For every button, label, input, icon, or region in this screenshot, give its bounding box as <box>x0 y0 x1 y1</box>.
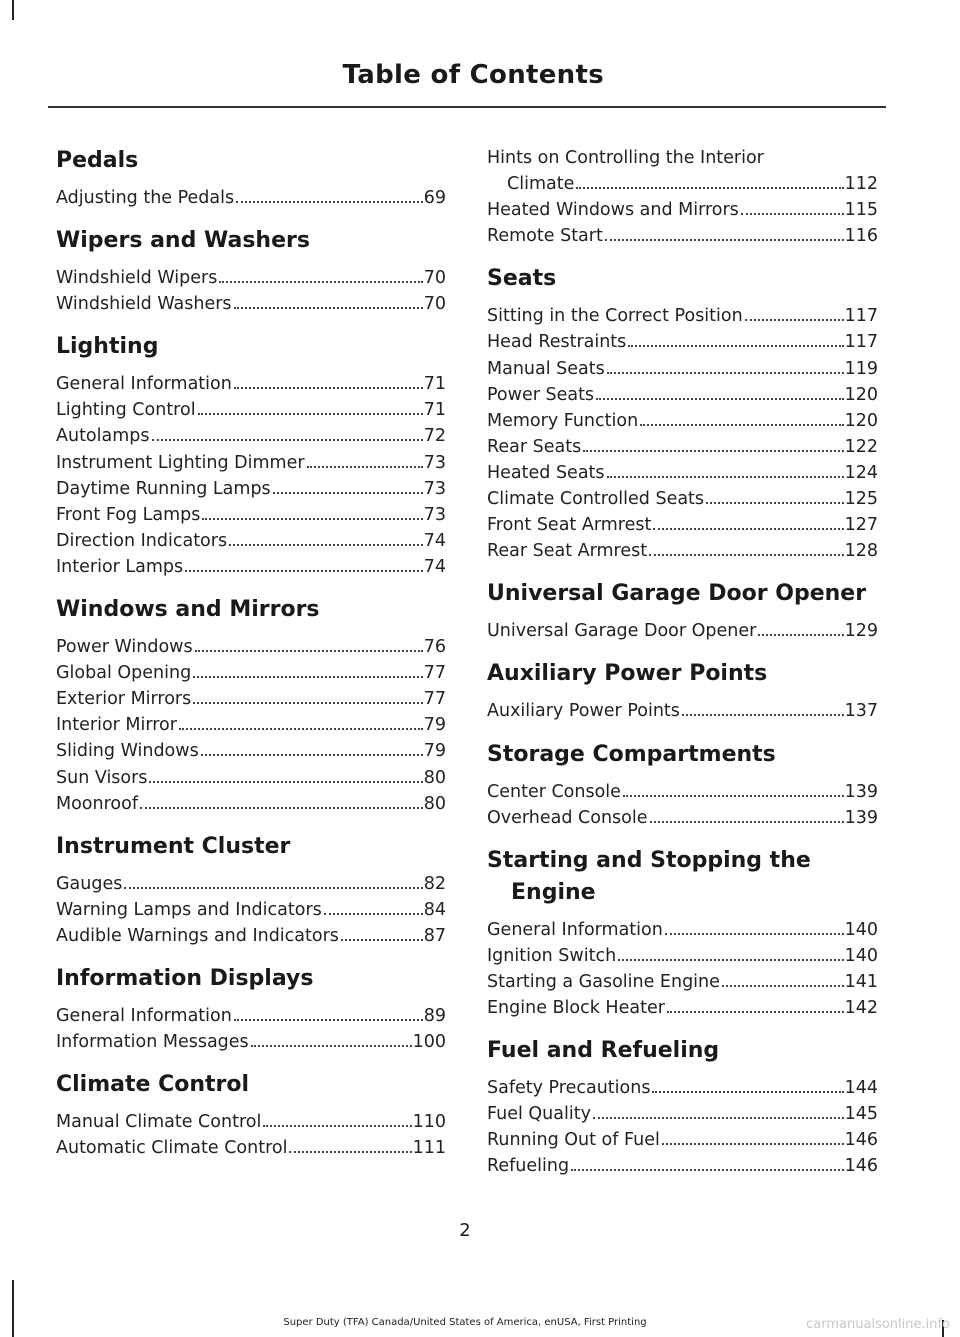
toc-entry[interactable] <box>56 423 446 449</box>
toc-entry-text: Instrument Lighting Dimmer <box>56 452 305 473</box>
toc-entry-page: 122 <box>844 436 878 457</box>
toc-entry-text: Sun Visors <box>56 767 148 788</box>
toc-entry[interactable] <box>56 871 446 897</box>
toc-entry-page: 73 <box>423 452 446 473</box>
dot-leader <box>193 676 423 678</box>
toc-entry-page: 87 <box>423 925 446 946</box>
toc-entry-page: 112 <box>844 174 878 195</box>
toc-entry[interactable] <box>487 382 878 408</box>
dot-leader <box>593 1117 844 1119</box>
toc-entry[interactable] <box>487 943 878 969</box>
toc-entry[interactable] <box>56 1003 446 1029</box>
dot-leader <box>251 1045 412 1047</box>
toc-entry-page: 70 <box>423 294 446 315</box>
toc-entry-text-continued: Climate <box>507 174 575 195</box>
section-title: Fuel and Refueling <box>487 1038 720 1064</box>
toc-entry-page: 117 <box>844 332 878 353</box>
header-rule <box>48 106 886 108</box>
toc-entry-page: 137 <box>844 701 878 722</box>
toc-entry-text: Universal Garage Door Opener <box>487 621 757 642</box>
dot-leader <box>583 450 843 452</box>
toc-entry[interactable] <box>56 1109 446 1135</box>
toc-entry-page: 127 <box>844 515 878 536</box>
toc-entry-text: Climate Controlled Seats <box>487 489 705 510</box>
dot-leader <box>607 476 844 478</box>
toc-entry-text: Adjusting the Pedals <box>56 188 235 208</box>
toc-entry-page: 111 <box>412 1138 446 1159</box>
toc-entry[interactable] <box>487 917 878 943</box>
toc-entry-text: Audible Warnings and Indicators <box>56 925 339 946</box>
toc-entry[interactable] <box>487 434 878 460</box>
toc-entry[interactable] <box>56 765 446 791</box>
dot-leader <box>745 319 844 321</box>
toc-entry[interactable] <box>56 450 446 476</box>
toc-section <box>56 225 446 317</box>
toc-entry-text: Manual Climate Control <box>56 1112 262 1133</box>
section-title: Climate Control <box>56 1072 250 1098</box>
toc-entry-text: Ignition Switch <box>487 945 617 966</box>
toc-entry-page: 145 <box>844 1104 878 1125</box>
toc-entry-text: Front Fog Lamps <box>56 504 201 525</box>
toc-entry-page: 79 <box>423 715 446 736</box>
dot-leader <box>758 634 843 636</box>
toc-entry-page: 146 <box>844 1156 878 1177</box>
section-title: Storage Compartments <box>487 741 776 767</box>
crop-mark-top-left <box>12 0 14 20</box>
toc-entry-text: Exterior Mirrors <box>56 689 192 710</box>
toc-entry-page: 82 <box>423 873 446 894</box>
toc-entry-page: 80 <box>423 767 446 788</box>
dot-leader <box>623 795 844 797</box>
dot-leader <box>571 1169 844 1171</box>
toc-entry-text: General Information <box>56 1005 232 1026</box>
toc-entry-text: Auxiliary Power Points <box>487 701 680 722</box>
toc-entry[interactable] <box>487 538 878 564</box>
toc-entry-page: 129 <box>844 621 878 642</box>
toc-entry-text: Heated Seats <box>487 462 605 483</box>
footer-text: Super Duty (TFA) Canada/United States of America, enUSA, First Printing <box>283 1317 647 1328</box>
toc-entry-page: 141 <box>844 971 878 992</box>
toc-entry-page: 128 <box>844 541 878 562</box>
toc-entry-page: 72 <box>423 426 446 447</box>
section-title: Pedals <box>56 148 139 173</box>
toc-section <box>56 831 446 949</box>
toc-entry-page: 80 <box>423 793 446 814</box>
toc-entry-page: 117 <box>844 306 878 327</box>
toc-entry-text: Heated Windows and Mirrors <box>487 200 739 221</box>
toc-entry[interactable] <box>56 476 446 502</box>
dot-leader <box>741 213 844 215</box>
toc-entry[interactable] <box>56 923 446 949</box>
dot-leader <box>201 754 423 756</box>
section-title: Windows and Mirrors <box>56 597 320 623</box>
section-title: Universal Garage Door Opener <box>487 581 867 607</box>
toc-entry-text: Fuel Quality <box>487 1104 591 1125</box>
toc-section <box>56 145 446 211</box>
section-title: Seats <box>487 266 557 292</box>
toc-entry-page: 79 <box>423 741 446 762</box>
toc-entry-text: Power Seats <box>487 384 595 405</box>
toc-entry-page: 74 <box>423 556 446 577</box>
toc-entry[interactable] <box>56 660 446 686</box>
toc-entry-page: 119 <box>844 358 878 379</box>
toc-entry-page: 120 <box>844 384 878 405</box>
toc-entry[interactable] <box>487 698 878 724</box>
toc-entry[interactable] <box>487 303 878 329</box>
toc-entry[interactable] <box>487 1075 878 1101</box>
toc-entry-text: Sliding Windows <box>56 741 199 762</box>
toc-entry-page: 144 <box>844 1078 878 1099</box>
dot-leader <box>234 387 423 389</box>
toc-entry-page: 116 <box>844 226 878 247</box>
section-title: Information Displays <box>56 965 314 991</box>
toc-entry[interactable] <box>56 791 446 817</box>
dot-leader <box>289 1151 411 1153</box>
toc-entry[interactable] <box>56 1029 446 1055</box>
toc-entry-text: Safety Precautions <box>487 1078 651 1099</box>
toc-entry-page: 70 <box>423 268 446 289</box>
toc-entry[interactable] <box>487 1153 878 1179</box>
toc-entry-page: 76 <box>423 637 446 658</box>
toc-section <box>487 739 878 831</box>
dot-leader <box>341 939 423 941</box>
toc-entry[interactable] <box>487 512 878 538</box>
dot-leader <box>234 307 423 309</box>
dot-leader <box>596 398 844 400</box>
toc-entry-text: Hints on Controlling the Interior <box>487 148 764 168</box>
toc-entry-page: 77 <box>423 663 446 684</box>
toc-entry[interactable] <box>56 397 446 423</box>
toc-entry-text: General Information <box>487 919 663 940</box>
dot-leader <box>219 281 422 283</box>
toc-entry-page: 89 <box>423 1005 446 1026</box>
toc-entry-text: Warning Lamps and Indicators <box>56 899 322 920</box>
toc-entry[interactable] <box>487 1127 878 1153</box>
dot-leader <box>706 502 844 504</box>
dot-leader <box>198 413 423 415</box>
toc-section <box>56 963 446 1055</box>
dot-leader <box>273 492 423 494</box>
toc-entry[interactable] <box>56 554 446 580</box>
toc-entry-page: 74 <box>423 530 446 551</box>
toc-entry[interactable] <box>487 460 878 486</box>
toc-entry[interactable] <box>56 502 446 528</box>
toc-entry-text: Lighting Control <box>56 400 196 421</box>
page-number: 2 <box>459 1220 471 1241</box>
toc-entry-text: Engine Block Heater <box>487 997 665 1018</box>
page-title: Table of Contents <box>342 60 604 90</box>
toc-entry[interactable] <box>56 897 446 923</box>
toc-entry-page: 77 <box>423 689 446 710</box>
toc-section <box>487 1035 878 1179</box>
toc-entry[interactable] <box>487 486 878 512</box>
toc-entry-page: 140 <box>844 919 878 940</box>
section-title: Lighting <box>56 334 159 360</box>
toc-section <box>56 594 446 817</box>
toc-section <box>487 578 878 644</box>
toc-right-column <box>487 145 878 1179</box>
toc-entry-page: 84 <box>423 899 446 920</box>
toc-entry[interactable] <box>487 618 878 644</box>
dot-leader <box>650 821 844 823</box>
toc-entry-text: Refueling <box>487 1156 570 1177</box>
toc-entry-page: 73 <box>423 478 446 499</box>
toc-entry[interactable] <box>56 528 446 554</box>
dot-leader <box>307 466 423 468</box>
toc-entry[interactable] <box>487 805 878 831</box>
toc-entry-text: Starting a Gasoline Engine <box>487 971 720 992</box>
toc-entry[interactable] <box>487 779 878 805</box>
dot-leader <box>193 702 422 704</box>
toc-entry[interactable] <box>487 969 878 995</box>
toc-entry[interactable] <box>487 223 878 249</box>
toc-entry-text: Global Opening <box>56 663 192 684</box>
toc-section <box>56 1069 446 1161</box>
toc-entry-page: 69 <box>423 188 446 208</box>
toc-entry[interactable] <box>487 408 878 434</box>
toc-section <box>487 263 878 564</box>
toc-entry-text: Moonroof <box>56 793 138 814</box>
toc-entry-text: Direction Indicators <box>56 530 228 551</box>
toc-entry-text: Daytime Running Lamps <box>56 478 271 499</box>
dot-leader <box>324 913 423 915</box>
dot-leader <box>149 781 422 783</box>
toc-entry-text: Memory Function <box>487 410 639 431</box>
toc-entry-text: Windshield Washers <box>56 294 232 315</box>
toc-entry[interactable] <box>56 185 446 211</box>
toc-entry-page: 139 <box>844 781 878 802</box>
dot-leader <box>667 1011 844 1013</box>
toc-entry-text: Power Windows <box>56 637 193 658</box>
toc-entry-text: Overhead Console <box>487 807 648 828</box>
section-title: Auxiliary Power Points <box>487 661 768 687</box>
toc-section <box>487 145 878 249</box>
dot-leader <box>140 807 423 809</box>
toc-entry-text: Running Out of Fuel <box>487 1130 660 1151</box>
toc-entry-text: Remote Start <box>487 226 603 247</box>
toc-entry-text: Autolamps <box>56 426 150 447</box>
dot-leader <box>618 959 843 961</box>
dot-leader <box>185 570 423 572</box>
dot-leader <box>263 1125 411 1127</box>
toc-entry[interactable] <box>487 197 878 223</box>
toc-entry-page: 124 <box>844 462 878 483</box>
dot-leader <box>124 887 422 889</box>
toc-entry-page: 71 <box>423 374 446 395</box>
toc-entry-text: Rear Seat Armrest <box>487 541 648 562</box>
toc-entry-text: Manual Seats <box>487 358 605 379</box>
toc-entry-text: Rear Seats <box>487 436 582 457</box>
dot-leader <box>152 439 423 441</box>
toc-entry-page: 100 <box>412 1032 446 1053</box>
toc-entry[interactable] <box>487 995 878 1021</box>
toc-entry[interactable] <box>56 371 446 397</box>
toc-left-column <box>56 145 446 1161</box>
crop-mark-bottom-left <box>12 1280 14 1337</box>
toc-section <box>56 331 446 580</box>
dot-leader <box>605 239 844 241</box>
toc-entry[interactable] <box>56 265 446 291</box>
dot-leader <box>662 1143 844 1145</box>
toc-entry[interactable] <box>487 356 878 382</box>
toc-entry-page: 140 <box>844 945 878 966</box>
toc-entry-text: Automatic Climate Control <box>56 1138 288 1159</box>
dot-leader <box>236 201 423 203</box>
toc-entry-page: 115 <box>844 200 878 221</box>
dot-leader <box>195 650 423 652</box>
watermark: carmanualsonline.info <box>806 1317 950 1332</box>
dot-leader <box>652 1091 843 1093</box>
dot-leader <box>179 728 423 730</box>
toc-entry-text: Sitting in the Correct Position <box>487 306 743 327</box>
section-title: Starting and Stopping the Engine <box>487 847 811 905</box>
toc-entry-text: Windshield Wipers <box>56 268 218 289</box>
toc-entry-page: 139 <box>844 807 878 828</box>
dot-leader <box>649 554 843 556</box>
toc-section <box>487 845 878 1021</box>
toc-entry-text: Interior Lamps <box>56 556 184 577</box>
dot-leader <box>665 933 844 935</box>
section-title: Wipers and Washers <box>56 228 310 254</box>
toc-entry[interactable] <box>56 291 446 317</box>
toc-entry-page: 73 <box>423 504 446 525</box>
dot-leader <box>229 544 423 546</box>
toc-entry-text: Center Console <box>487 781 621 802</box>
dot-leader <box>722 985 844 987</box>
toc-entry-page: 125 <box>844 489 878 510</box>
toc-entry[interactable] <box>487 1101 878 1127</box>
dot-leader <box>682 714 844 716</box>
toc-entry-page: 146 <box>844 1130 878 1151</box>
toc-section <box>487 658 878 724</box>
toc-entry-page: 71 <box>423 400 446 421</box>
toc-entry-text: Front Seat Armrest <box>487 515 652 536</box>
toc-entry-text: General Information <box>56 374 232 395</box>
toc-entry[interactable] <box>487 145 878 197</box>
dot-leader <box>640 424 843 426</box>
toc-entry[interactable] <box>56 686 446 712</box>
toc-entry[interactable] <box>56 738 446 764</box>
toc-entry[interactable] <box>56 1135 446 1161</box>
toc-entry-page: 142 <box>844 997 878 1018</box>
toc-entry[interactable] <box>56 634 446 660</box>
toc-entry-page: 120 <box>844 410 878 431</box>
toc-entry-text: Head Restraints <box>487 332 627 353</box>
dot-leader <box>576 187 843 189</box>
toc-entry-text: Information Messages <box>56 1032 249 1053</box>
dot-leader <box>628 345 843 347</box>
dot-leader <box>234 1019 423 1021</box>
dot-leader <box>653 528 843 530</box>
toc-entry-text: Gauges <box>56 873 123 894</box>
toc-entry-text: Interior Mirror <box>56 715 177 736</box>
dot-leader <box>202 518 422 520</box>
toc-entry[interactable] <box>487 329 878 355</box>
section-title: Instrument Cluster <box>56 833 291 859</box>
toc-entry-page: 110 <box>412 1112 446 1133</box>
dot-leader <box>607 372 844 374</box>
toc-entry[interactable] <box>56 712 446 738</box>
